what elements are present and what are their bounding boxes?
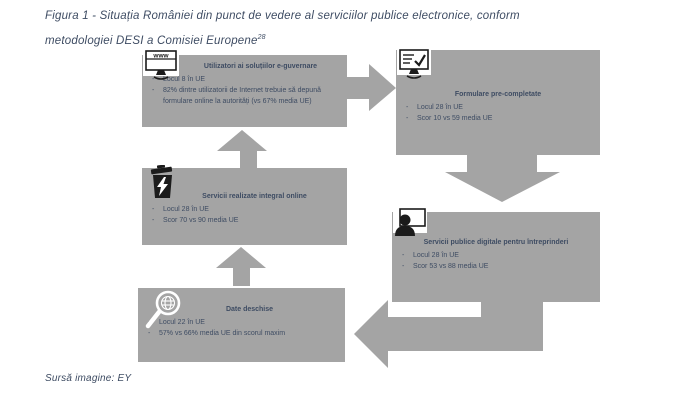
bullet-list (400, 250, 592, 272)
person-at-screen-icon (392, 206, 428, 238)
box-title: Formulare pre-completate (454, 91, 542, 98)
lightning-bin-icon (147, 165, 177, 199)
figure-title-text1: Figura 1 - Situația României din punct de vedere al serviciilor publice electronice, conform (45, 10, 520, 22)
bullet-item: - 57% vs 66% media UE din scorul maxim (146, 328, 337, 339)
bullet-item: - Locul 22 în UE (146, 317, 337, 328)
svg-text:www: www (153, 52, 169, 60)
bullet-list (404, 102, 592, 124)
checklist-monitor-icon (396, 47, 432, 81)
bullet-item: - Scor 10 vs 59 media UE (404, 113, 592, 124)
box-title: Utilizatori ai soluțiilor e-guvernare (203, 63, 318, 70)
image-source-caption: Sursă imagine: EY (45, 373, 132, 384)
bullet-item: - Scor 53 vs 88 media UE (400, 261, 592, 272)
arrow-forms-to-business-services (445, 155, 560, 202)
arrow-users-to-forms (347, 64, 396, 111)
arrow-online-services-to-users (217, 130, 267, 168)
bullet-item: - 82% dintre utilizatorii de Internet trebuie să depună formulare online la autorități (vs 67% media UE) (150, 85, 339, 107)
bullet-item: - Locul 8 în UE (150, 74, 339, 85)
figure-title-text2: metodologiei DESI a Comisiei Europene (45, 34, 258, 47)
globe-magnifier-icon (141, 289, 187, 333)
footnote-superscript: 28 (257, 34, 266, 41)
box-title: Date deschise (225, 306, 274, 313)
box-title: Servicii publice digitale pentru întreprinderi (423, 239, 569, 246)
bullet-item: - Locul 28 în UE (150, 204, 339, 215)
bullet-item: - Locul 28 în UE (400, 250, 592, 261)
arrow-business-services-to-open-data (354, 296, 543, 368)
bullet-item: - Locul 28 în UE (404, 102, 592, 113)
arrow-open-data-to-online-services (216, 247, 266, 286)
bullet-list (150, 204, 339, 226)
bullet-item: - Scor 70 vs 90 media UE (150, 215, 339, 226)
www-browser-monitor-icon (142, 48, 180, 82)
box-title: Servicii realizate integral online (202, 193, 307, 200)
